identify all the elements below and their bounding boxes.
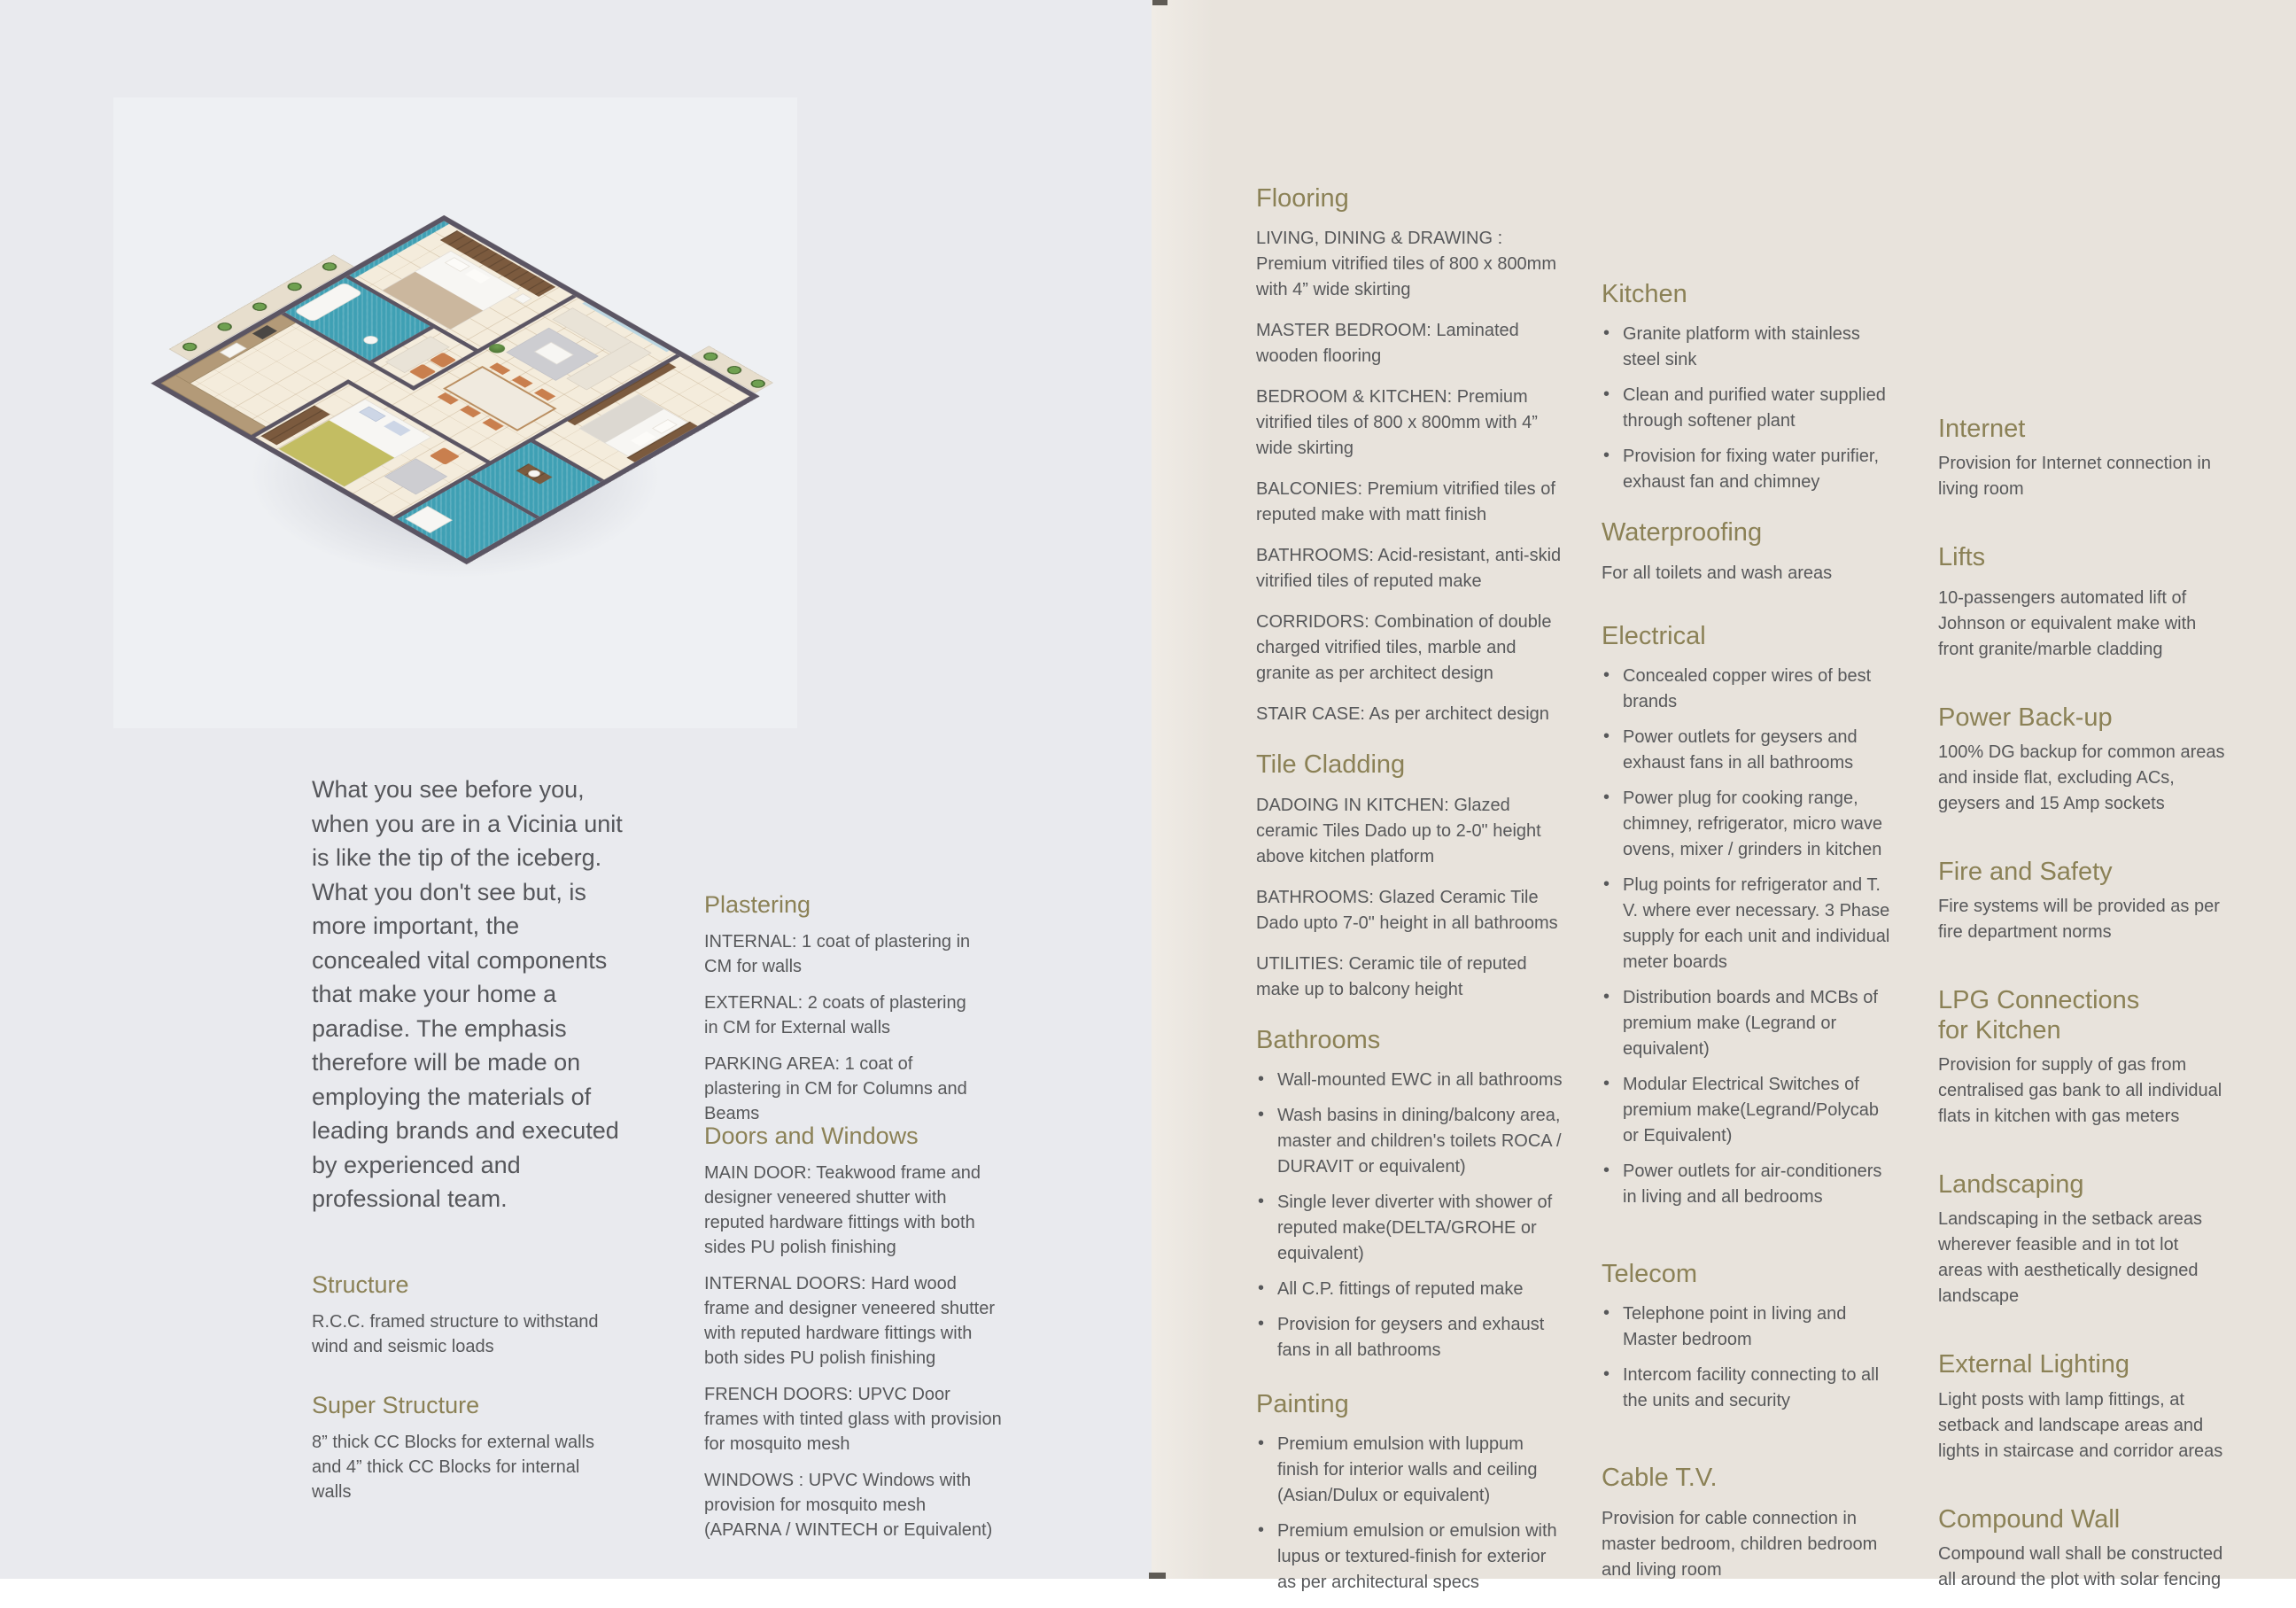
section-super-structure xyxy=(312,1391,617,1516)
section-body: Landscaping in the setback areas wherever feasible and in tot lot areas with aesthetically designed landscape xyxy=(1938,1209,2202,1307)
section-body: Compound wall shall be constructed all around the plot with solar fencing xyxy=(1938,1544,2223,1590)
spec-column-2 xyxy=(1602,280,1892,1598)
nightstand xyxy=(514,293,531,304)
spec-list xyxy=(1256,1432,1564,1596)
spec-para: INTERNAL: 1 coat of plastering in CM for walls xyxy=(704,932,971,977)
spec-para: BEDROOM & KITCHEN: Premium vitrified tiles of 800 x 800mm with 4” wide skirting xyxy=(1256,387,1538,459)
spec-bullet: • Granite platform with stainless steel sink xyxy=(1602,322,1892,373)
spec-bullet: • Telephone point in living and Master bedroom xyxy=(1602,1301,1892,1353)
section-title: Power Back-up xyxy=(1938,703,2113,732)
children-rug xyxy=(384,458,447,494)
section-body: Provision for cable connection in master bedroom, children bedroom and living room xyxy=(1602,1508,1878,1580)
fold-mark-bottom xyxy=(1149,1573,1166,1579)
spec-list xyxy=(1602,664,1892,1210)
section-title: Telecom xyxy=(1602,1260,1697,1289)
spec-bullet: • Concealed copper wires of best brands xyxy=(1602,664,1892,715)
spec-para: EXTERNAL: 2 coats of plastering in CM for External walls xyxy=(704,993,966,1038)
spec-column-1 xyxy=(1256,184,1564,1605)
spec-bullet: • Premium emulsion with luppum finish for interior walls and ceiling (Asian/Dulux or equivalent) xyxy=(1256,1432,1564,1509)
section-title: Waterproofing xyxy=(1602,518,1763,548)
floorplan-3d-render xyxy=(113,97,797,728)
section-body: R.C.C. framed structure to withstand wind and seismic loads xyxy=(312,1312,599,1357)
spec-bullet: • Power outlets for geysers and exhaust fans in all bathrooms xyxy=(1602,725,1892,776)
section-title: Cable T.V. xyxy=(1602,1464,1718,1493)
section-body: Light posts with lamp fittings, at setback and landscape areas and lights in staircase and corridor areas xyxy=(1938,1389,2223,1461)
spec-bullet: • Wall-mounted EWC in all bathrooms xyxy=(1256,1068,1564,1093)
section-body: Provision for supply of gas from centralised gas bank to all individual flats in kitchen with gas meters xyxy=(1938,1055,2222,1127)
dining-table xyxy=(443,366,557,431)
spec-para: INTERNAL DOORS: Hard wood frame and designer veneered shutter with reputed hardware fittings with both sides PU polish finishing xyxy=(704,1274,995,1369)
section-title: Fire and Safety xyxy=(1938,858,2113,887)
section-title: Flooring xyxy=(1256,184,1349,213)
section-title: Structure xyxy=(312,1271,409,1298)
spec-column-3 xyxy=(1938,415,2227,1608)
left-page xyxy=(0,0,1152,1579)
spec-para: DADOING IN KITCHEN: Glazed ceramic Tiles Dado up to 2-0" height above kitchen platform xyxy=(1256,795,1541,866)
fold-mark-top xyxy=(1152,0,1167,5)
spec-bullet: • Premium emulsion or emulsion with lupus or textured-finish for exterior as per architectural specs xyxy=(1256,1519,1564,1596)
spec-para: PARKING AREA: 1 coat of plastering in CM for Columns and Beams xyxy=(704,1054,967,1124)
spec-bullet: • Single lever diverter with shower of reputed make(DELTA/GROHE or equivalent) xyxy=(1256,1190,1564,1267)
section-title: Doors and Windows xyxy=(704,1122,919,1149)
section-title: Tile Cladding xyxy=(1256,750,1406,780)
section-body: 100% DG backup for common areas and inside flat, excluding ACs, geysers and 15 Amp sockets xyxy=(1938,742,2225,814)
section-title: LPG Connections for Kitchen xyxy=(1938,986,2140,1045)
section-title: External Lighting xyxy=(1938,1350,2130,1379)
spec-bullet: • Intercom facility connecting to all the units and security xyxy=(1602,1363,1892,1414)
right-page xyxy=(1152,0,2296,1593)
spec-para: MAIN DOOR: Teakwood frame and designer veneered shutter with reputed hardware fittings with both sides PU polish finishing xyxy=(704,1163,981,1258)
spec-para: MASTER BEDROOM: Laminated wooden flooring xyxy=(1256,321,1519,367)
section-title: Super Structure xyxy=(312,1392,480,1418)
spec-para: STAIR CASE: As per architect design xyxy=(1256,704,1549,725)
spec-bullet: • Provision for fixing water purifier, exhaust fan and chimney xyxy=(1602,444,1892,495)
section-body: For all toilets and wash areas xyxy=(1602,563,1833,583)
intro-paragraph: What you see before you, when you are in a Vicinia unit is like the tip of the iceberg. What you don't see but, is more important, the concealed vital components that make your home a paradise. The emphasis therefore will be made on employing the materials of leading brands and executed by experienced and professional team. xyxy=(312,776,623,1212)
section-title: Bathrooms xyxy=(1256,1025,1381,1054)
section-title: Kitchen xyxy=(1602,280,1687,308)
children-armchair xyxy=(430,447,460,465)
section-plastering xyxy=(704,890,983,1138)
section-doors-windows xyxy=(704,1122,1005,1554)
section-body: Provision for Internet connection in living room xyxy=(1938,454,2211,500)
spec-list xyxy=(1602,1301,1892,1414)
spec-bullet: • All C.P. fittings of reputed make xyxy=(1256,1277,1564,1302)
spec-para: BALCONIES: Premium vitrified tiles of reputed make with matt finish xyxy=(1256,479,1555,525)
section-title: Lifts xyxy=(1938,543,1986,572)
section-body: 10-passengers automated lift of Johnson or equivalent make with front granite/marble cladding xyxy=(1938,587,2197,659)
spec-para: CORRIDORS: Combination of double charged vitrified tiles, marble and granite as per architect design xyxy=(1256,612,1552,684)
section-title: Landscaping xyxy=(1938,1170,2084,1200)
section-title: Compound Wall xyxy=(1938,1504,2121,1534)
spec-para: WINDOWS : UPVC Windows with provision for mosquito mesh (APARNA / WINTECH or Equivalent) xyxy=(704,1471,993,1541)
spec-bullet: • Power plug for cooking range, chimney, refrigerator, micro wave ovens, mixer / grinders in kitchen xyxy=(1602,786,1892,863)
spec-bullet: • Plug points for refrigerator and T. V. where ever necessary. 3 Phase supply for each unit and individual meter boards xyxy=(1602,873,1892,975)
spec-para: UTILITIES: Ceramic tile of reputed make up to balcony height xyxy=(1256,953,1527,999)
spec-bullet: • Wash basins in dining/balcony area, master and children's toilets ROCA / DURAVIT or equivalent) xyxy=(1256,1103,1564,1180)
spec-para: FRENCH DOORS: UPVC Door frames with tinted glass with provision for mosquito mesh xyxy=(704,1385,1002,1455)
spec-para: BATHROOMS: Acid-resistant, anti-skid vitrified tiles of reputed make xyxy=(1256,546,1562,592)
section-structure xyxy=(312,1270,604,1371)
spec-para: BATHROOMS: Glazed Ceramic Tile Dado upto 7-0" height in all bathrooms xyxy=(1256,887,1558,933)
spec-bullet: • Clean and purified water supplied through softener plant xyxy=(1602,383,1892,434)
spec-para: LIVING, DINING & DRAWING : Premium vitrified tiles of 800 x 800mm with 4” wide skirting xyxy=(1256,229,1557,300)
spec-bullet: • Distribution boards and MCBs of premium make (Legrand or equivalent) xyxy=(1602,985,1892,1062)
spec-bullet: • Modular Electrical Switches of premium make(Legrand/Polycab or Equivalent) xyxy=(1602,1072,1892,1149)
spec-bullet: • Provision for geysers and exhaust fans in all bathrooms xyxy=(1256,1312,1564,1363)
spec-list xyxy=(1256,1068,1564,1363)
section-body: Fire systems will be provided as per fire department norms xyxy=(1938,897,2220,943)
section-title: Internet xyxy=(1938,415,2026,443)
spec-list xyxy=(1602,322,1892,495)
section-title: Electrical xyxy=(1602,621,1706,650)
section-title: Plastering xyxy=(704,891,811,918)
spec-bullet: • Power outlets for air-conditioners in living and all bedrooms xyxy=(1602,1159,1892,1210)
section-title: Painting xyxy=(1256,1390,1349,1419)
section-body: 8” thick CC Blocks for external walls and 4” thick CC Blocks for internal walls xyxy=(312,1433,594,1503)
